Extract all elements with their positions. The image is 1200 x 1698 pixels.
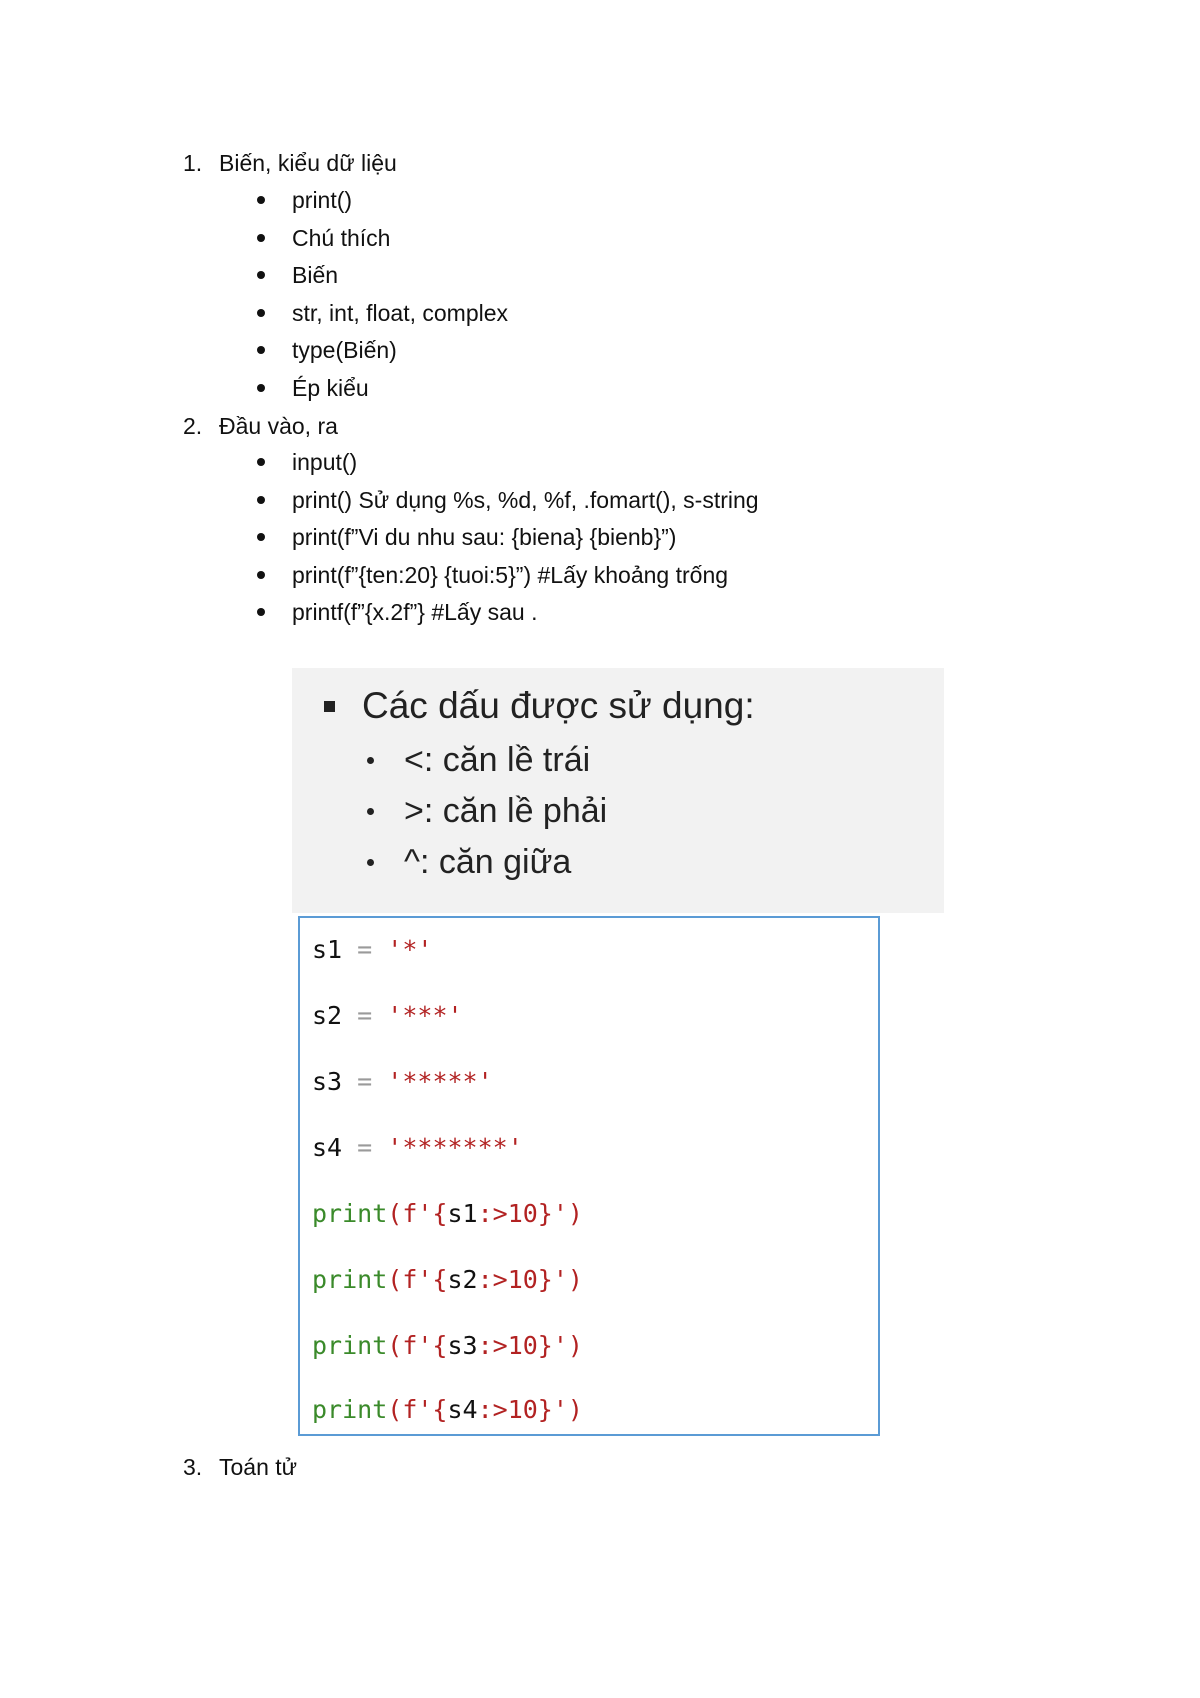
slide-title: Các dấu được sử dụng: xyxy=(362,685,755,726)
list-item: input() xyxy=(250,447,759,485)
list-item: print() xyxy=(250,185,508,223)
code-fstring-open: (f'{ xyxy=(387,1331,448,1360)
code-format-spec: :>10} xyxy=(477,1331,553,1360)
code-format-spec: :>10} xyxy=(477,1395,553,1424)
code-line xyxy=(312,1330,583,1362)
code-variable: s2 xyxy=(312,1001,343,1030)
code-line xyxy=(312,1264,583,1296)
slide-image xyxy=(292,668,944,913)
code-variable: s2 xyxy=(447,1265,478,1294)
code-string: '*****' xyxy=(387,1067,493,1096)
section-number: 3. xyxy=(183,1454,203,1480)
section-title: Biến, kiểu dữ liệu xyxy=(219,150,397,176)
list-item: Biến xyxy=(250,260,508,298)
list-item: print(f”{ten:20} {tuoi:5}”) #Lấy khoảng trống xyxy=(250,560,759,598)
list-item: print() Sử dụng %s, %d, %f, .fomart(), s-string xyxy=(250,485,759,523)
code-string: '***' xyxy=(387,1001,463,1030)
section-number: 1. xyxy=(183,150,203,176)
slide-list xyxy=(404,740,607,893)
code-variable: s1 xyxy=(447,1199,478,1228)
code-variable: s3 xyxy=(312,1067,343,1096)
section-3-heading xyxy=(183,1452,297,1482)
code-string: '*' xyxy=(387,935,433,964)
code-keyword: print xyxy=(312,1395,388,1424)
code-operator: = xyxy=(357,1067,373,1096)
section-2-heading xyxy=(183,411,338,441)
list-item: type(Biến) xyxy=(250,335,508,373)
code-variable: s3 xyxy=(447,1331,478,1360)
section-number: 2. xyxy=(183,413,203,439)
code-format-spec: :>10} xyxy=(477,1199,553,1228)
code-image xyxy=(298,916,880,1436)
code-variable: s4 xyxy=(447,1395,478,1424)
code-string: '*******' xyxy=(387,1133,523,1162)
code-keyword: print xyxy=(312,1331,388,1360)
list-item: Ép kiểu xyxy=(250,373,508,411)
slide-list-item: ^: căn giữa xyxy=(404,842,607,893)
list-item: printf(f”{x.2f”} #Lấy sau . xyxy=(250,597,759,635)
code-fstring-close: ') xyxy=(552,1199,583,1228)
code-operator: = xyxy=(357,935,373,964)
section-title: Toán tử xyxy=(219,1454,298,1480)
section-title: Đầu vào, ra xyxy=(219,413,338,439)
section-2-list xyxy=(250,447,759,635)
code-line xyxy=(312,1132,523,1164)
section-1-list xyxy=(250,185,508,410)
section-1-heading xyxy=(183,148,397,178)
code-line xyxy=(312,1000,463,1032)
code-fstring-close: ') xyxy=(552,1331,583,1360)
code-operator: = xyxy=(357,1133,373,1162)
code-keyword: print xyxy=(312,1199,388,1228)
list-item: str, int, float, complex xyxy=(250,298,508,336)
slide-list-item: <: căn lề trái xyxy=(404,740,607,791)
slide-list-item: >: căn lề phải xyxy=(404,791,607,842)
code-operator: = xyxy=(357,1001,373,1030)
code-variable: s1 xyxy=(312,935,343,964)
code-variable: s4 xyxy=(312,1133,343,1162)
list-item: Chú thích xyxy=(250,223,508,261)
code-line xyxy=(312,1198,583,1230)
list-item: print(f”Vi du nhu sau: {biena} {bienb}”) xyxy=(250,522,759,560)
code-line xyxy=(312,1394,583,1426)
code-fstring-open: (f'{ xyxy=(387,1199,448,1228)
code-fstring-close: ') xyxy=(552,1265,583,1294)
code-fstring-open: (f'{ xyxy=(387,1395,448,1424)
code-line xyxy=(312,934,432,966)
code-keyword: print xyxy=(312,1265,388,1294)
code-fstring-close: ') xyxy=(552,1395,583,1424)
code-fstring-open: (f'{ xyxy=(387,1265,448,1294)
code-format-spec: :>10} xyxy=(477,1265,553,1294)
code-line xyxy=(312,1066,493,1098)
